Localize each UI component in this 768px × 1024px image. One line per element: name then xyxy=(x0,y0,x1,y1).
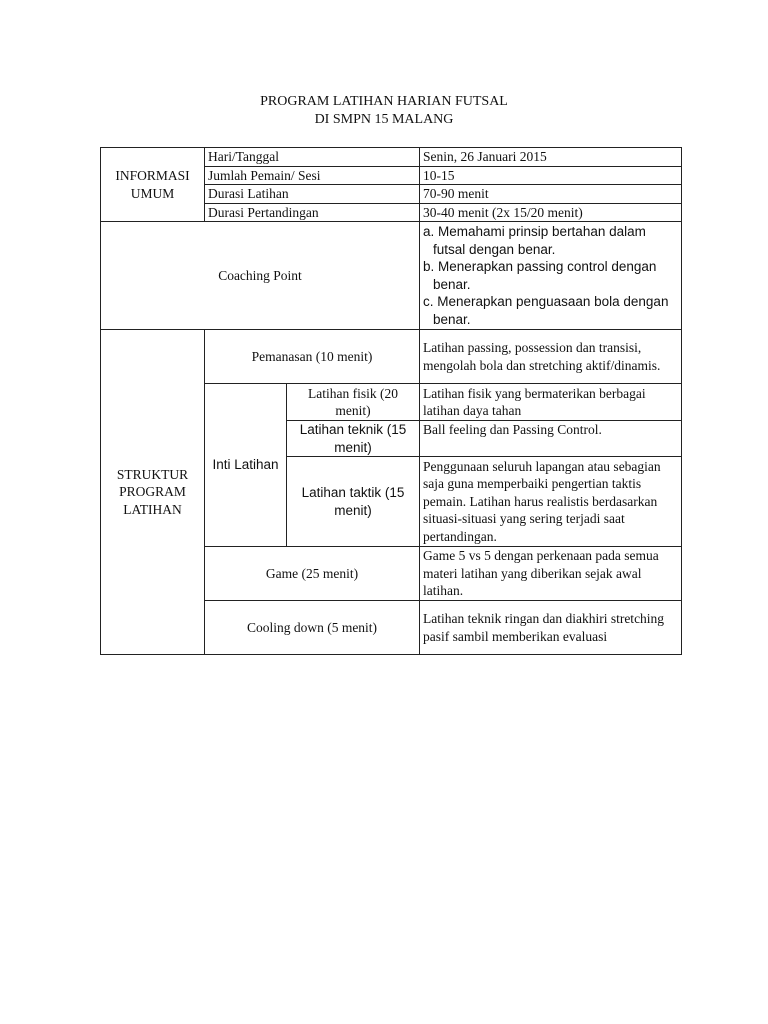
core-item-desc: Ball feeling dan Passing Control. xyxy=(420,421,682,457)
info-value-duration: 70-90 menit xyxy=(420,185,682,204)
info-value-match: 30-40 menit (2x 15/20 menit) xyxy=(420,203,682,222)
coaching-row xyxy=(101,222,682,330)
info-value-date: Senin, 26 Januari 2015 xyxy=(420,148,682,167)
info-row-date xyxy=(101,148,682,167)
info-label-duration: Durasi Latihan xyxy=(205,185,420,204)
coaching-point: a. Memahami prinsip bertahan dalam futsal dengan benar. xyxy=(423,224,646,257)
coaching-label: Coaching Point xyxy=(101,222,420,330)
coaching-point: b. Menerapkan passing control dengan benar. xyxy=(423,259,657,292)
game-label: Game (25 menit) xyxy=(205,547,420,601)
training-program-table xyxy=(100,147,682,655)
info-section-label: INFORMASI UMUM xyxy=(101,148,205,222)
coaching-points xyxy=(420,222,682,330)
core-item-label: Latihan taktik (15 menit) xyxy=(287,457,420,547)
core-item-desc: Latihan fisik yang bermaterikan berbagai latihan daya tahan xyxy=(420,384,682,421)
document-subtitle: DI SMPN 15 MALANG xyxy=(314,112,454,127)
info-label-date: Hari/Tanggal xyxy=(205,148,420,167)
cooldown-desc: Latihan teknik ringan dan diakhiri stretching pasif sambil memberikan evaluasi xyxy=(420,601,682,655)
document-title: PROGRAM LATIHAN HARIAN FUTSAL xyxy=(260,94,508,109)
core-item-label: Latihan fisik (20 menit) xyxy=(287,384,420,421)
info-label-match: Durasi Pertandingan xyxy=(205,203,420,222)
warmup-desc: Latihan passing, possession dan transisi, mengolah bola dan stretching aktif/dinamis. xyxy=(420,330,682,384)
game-desc: Game 5 vs 5 dengan perkenaan pada semua materi latihan yang diberikan sejak awal latihan. xyxy=(420,547,682,601)
warmup-row xyxy=(101,330,682,384)
info-value-players: 10-15 xyxy=(420,166,682,185)
warmup-label: Pemanasan (10 menit) xyxy=(205,330,420,384)
coaching-point: c. Menerapkan penguasaan bola dengan benar. xyxy=(423,294,669,327)
core-label: Inti Latihan xyxy=(205,384,287,547)
structure-section-label: STRUKTUR PROGRAM LATIHAN xyxy=(101,330,205,655)
cooldown-label: Cooling down (5 menit) xyxy=(205,601,420,655)
core-item-label: Latihan teknik (15 menit) xyxy=(287,421,420,457)
info-label-players: Jumlah Pemain/ Sesi xyxy=(205,166,420,185)
core-item-desc: Penggunaan seluruh lapangan atau sebagian saja guna memperbaiki pengertian taktis pemain. Latihan harus realistis berdasarkan situasi-situasi yang sering terjadi saat pertandingan. xyxy=(420,457,682,547)
